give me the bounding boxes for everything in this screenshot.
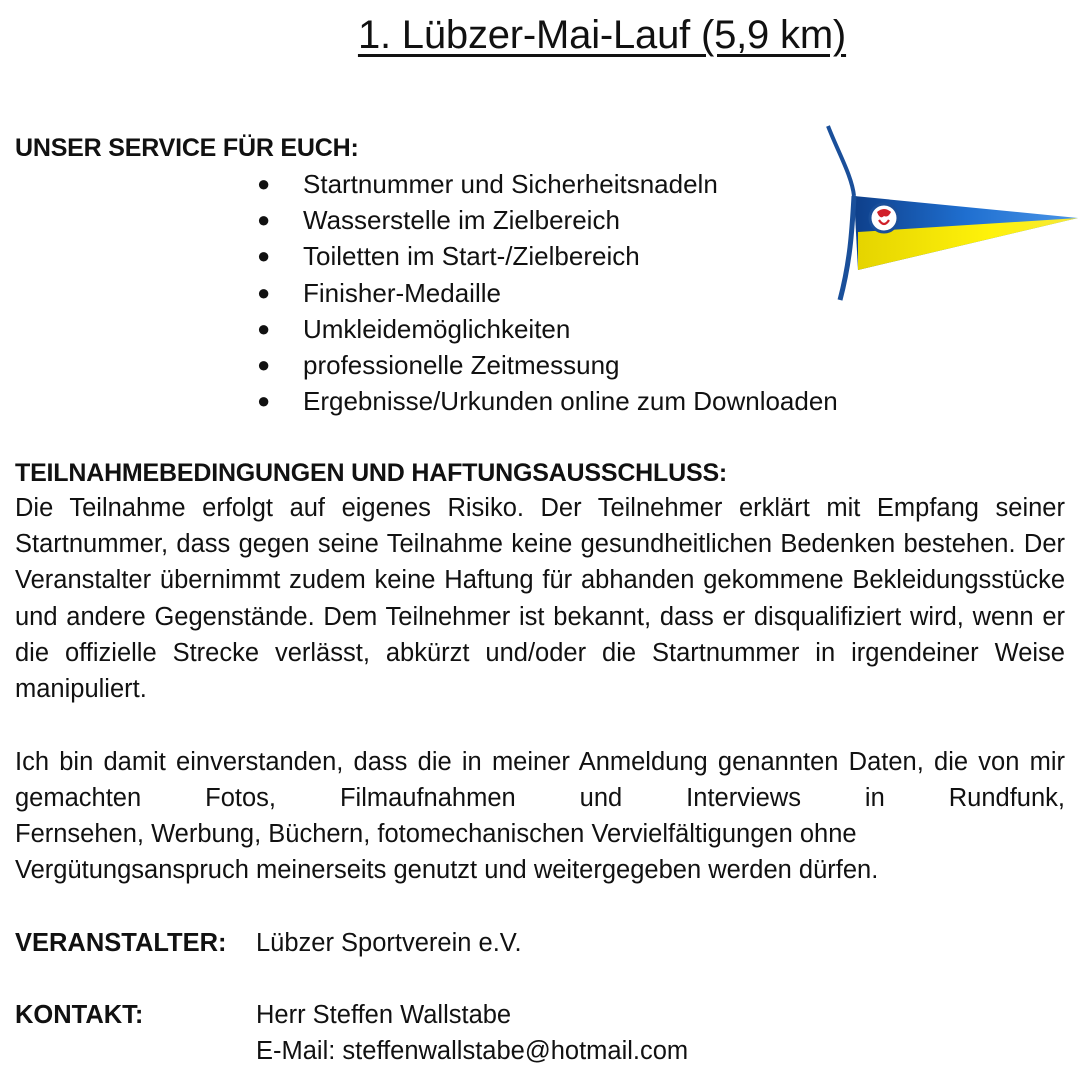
bullet-icon: ● (257, 171, 271, 196)
bullet-icon: ● (257, 315, 271, 341)
consent-paragraph-lines: Ich bin damit einverstanden, dass die in meiner Anmeldung genannten Daten, die von mir gemachten Fotos, Filmaufnahmen und Interviews in Rundfunk, (15, 748, 1065, 813)
page-title: 1. Lübzer-Mai-Lauf (5,9 km) (357, 13, 847, 57)
conditions-paragraph: Die Teilnahme erfolgt auf eigenes Risiko. Der Teilnehmer erklärt mit Empfang seiner Startnummer, dass gegen seine Teilnahme keine gesundheitlichen Bedenken bestehen. Der Veranstalter übernimmt zudem keine Haftung für abhanden gekommene Bekleidungsstücke und andere Gegenstände. Dem Teilnehmer ist bekannt, dass er disqualifiziert wird, wenn er die offizielle Strecke verlässt, abkürzt und/oder die Startnummer in irgendeiner Weise manipuliert. (15, 494, 1065, 704)
consent-line-4: Vergütungsanspruch meinerseits genutzt und weitergegeben werden dürfen. (15, 856, 879, 884)
bullet-icon: ● (257, 388, 271, 414)
organizer-value: Lübzer Sportverein e.V. (256, 929, 522, 957)
consent-line-3: Fernsehen, Werbung, Büchern, fotomechanischen Vervielfältigungen ohne (15, 820, 857, 848)
conditions-heading: TEILNAHMEBEDINGUNGEN UND HAFTUNGSAUSSCHLUSS: (15, 459, 728, 487)
bullet-icon: ● (257, 351, 271, 377)
list-item: ● Toiletten im Start-/Zielbereich (255, 238, 838, 274)
service-list (255, 166, 838, 419)
contact-label: KONTAKT: (15, 1001, 144, 1029)
list-item: ● professionelle Zeitmessung (255, 347, 838, 383)
list-item: ● Umkleidemöglichkeiten (255, 311, 838, 347)
contact-email: E-Mail: steffenwallstabe@hotmail.com (256, 1037, 689, 1065)
list-item: ● Finisher-Medaille (255, 275, 838, 311)
list-item: ● Wasserstelle im Zielbereich (255, 202, 838, 238)
list-item: ● Ergebnisse/Urkunden online zum Downloaden (255, 383, 838, 419)
contact-name: Herr Steffen Wallstabe (256, 1001, 512, 1029)
list-item: ● Startnummer und Sicherheitsnadeln (255, 166, 838, 202)
club-pennant-icon (822, 122, 1080, 304)
bullet-icon: ● (257, 207, 271, 233)
service-heading: UNSER SERVICE FÜR EUCH: (15, 134, 359, 162)
bullet-icon: ● (257, 279, 271, 305)
organizer-label: VERANSTALTER: (15, 929, 227, 957)
bullet-icon: ● (257, 243, 271, 269)
